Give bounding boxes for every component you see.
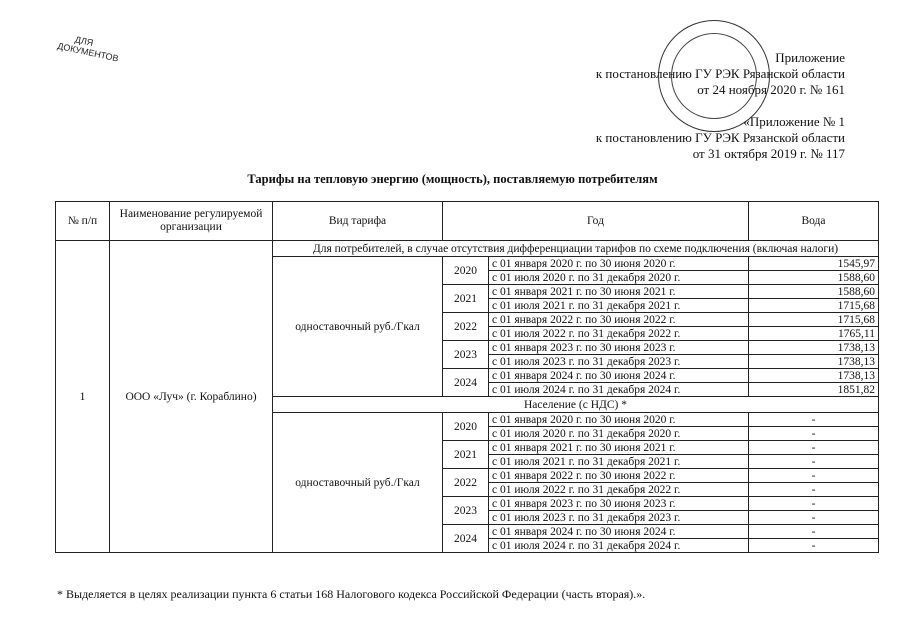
year-cell: 2021 (443, 441, 489, 469)
tariff-type-label: одноставочный руб./Гкал (295, 476, 420, 489)
water-value-cell: 1738,13 (749, 341, 879, 355)
water-value-cell: - (749, 441, 879, 455)
year-cell: 2023 (443, 497, 489, 525)
org-name: ООО «Луч» (г. Кораблино) (110, 241, 273, 553)
col-header-tariff-type: Вид тарифа (273, 202, 443, 241)
table-header-row (56, 202, 879, 241)
period-cell: с 01 июля 2023 г. по 31 декабря 2023 г. (489, 511, 749, 525)
water-value-cell: - (749, 539, 879, 553)
water-value-cell: - (749, 497, 879, 511)
tariff-type-label: одноставочный руб./Гкал (295, 320, 420, 333)
period-cell: с 01 июля 2020 г. по 31 декабря 2020 г. (489, 271, 749, 285)
water-value-cell: - (749, 469, 879, 483)
document-title: Тарифы на тепловую энергию (мощность), поставляемую потребителям (247, 172, 658, 186)
water-value-cell: - (749, 427, 879, 441)
appendix-resolution-date: от 24 ноября 2020 г. № 161 (697, 82, 845, 97)
year-cell: 2022 (443, 313, 489, 341)
period-cell: с 01 января 2024 г. по 30 июня 2024 г. (489, 369, 749, 383)
section-title: Население (с НДС) * (273, 397, 879, 413)
tariff-table (55, 201, 879, 553)
prev-appendix-header (596, 114, 845, 162)
section-title: Для потребителей, в случае отсутствия дифференциации тарифов по схеме подключения (включая налоги) (273, 241, 879, 257)
prev-appendix-resolution: к постановлению ГУ РЭК Рязанской области (595, 130, 845, 145)
prev-appendix-label: «Приложение № 1 (743, 114, 845, 129)
water-value-cell: - (749, 455, 879, 469)
water-value-cell: 1715,68 (749, 299, 879, 313)
col-header-org: Наименование регулируемой организации (110, 202, 273, 241)
period-cell: с 01 января 2020 г. по 30 июня 2020 г. (489, 413, 749, 427)
col-header-num: № п/п (56, 202, 110, 241)
appendix-header (596, 50, 845, 98)
period-cell: с 01 января 2023 г. по 30 июня 2023 г. (489, 341, 749, 355)
footnote: * Выделяется в целях реализации пункта 6 статьи 168 Налогового кодекса Российской Федерации (часть вторая).». (57, 587, 646, 601)
period-cell: с 01 января 2021 г. по 30 июня 2021 г. (489, 285, 749, 299)
period-cell: с 01 января 2024 г. по 30 июня 2024 г. (489, 525, 749, 539)
water-value-cell: - (749, 511, 879, 525)
period-cell: с 01 января 2022 г. по 30 июня 2022 г. (489, 313, 749, 327)
period-cell: с 01 июля 2024 г. по 31 декабря 2024 г. (489, 383, 749, 397)
appendix-label: Приложение (775, 50, 845, 65)
water-value-cell: 1588,60 (749, 285, 879, 299)
year-cell: 2020 (443, 257, 489, 285)
water-value-cell: 1765,11 (749, 327, 879, 341)
water-value-cell: 1851,82 (749, 383, 879, 397)
water-value-cell: - (749, 413, 879, 427)
period-cell: с 01 января 2021 г. по 30 июня 2021 г. (489, 441, 749, 455)
year-cell: 2022 (443, 469, 489, 497)
tariff-type (273, 257, 443, 397)
table-body (56, 241, 879, 553)
period-cell: с 01 января 2020 г. по 30 июня 2020 г. (489, 257, 749, 271)
seal-label: ДЛЯ ДОКУМЕНТОВ (56, 34, 120, 64)
water-value-cell: - (749, 483, 879, 497)
water-value-cell: 1738,13 (749, 355, 879, 369)
water-value-cell: 1738,13 (749, 369, 879, 383)
year-cell: 2020 (443, 413, 489, 441)
period-cell: с 01 июля 2022 г. по 31 декабря 2022 г. (489, 483, 749, 497)
period-cell: с 01 июля 2022 г. по 31 декабря 2022 г. (489, 327, 749, 341)
period-cell: с 01 июля 2021 г. по 31 декабря 2021 г. (489, 299, 749, 313)
period-cell: с 01 июля 2023 г. по 31 декабря 2023 г. (489, 355, 749, 369)
water-value-cell: 1545,97 (749, 257, 879, 271)
period-cell: с 01 июля 2024 г. по 31 декабря 2024 г. (489, 539, 749, 553)
year-cell: 2024 (443, 369, 489, 397)
water-value-cell: 1715,68 (749, 313, 879, 327)
period-cell: с 01 января 2023 г. по 30 июня 2023 г. (489, 497, 749, 511)
year-cell: 2023 (443, 341, 489, 369)
year-cell: 2024 (443, 525, 489, 553)
col-header-year: Год (443, 202, 749, 241)
period-cell: с 01 июля 2020 г. по 31 декабря 2020 г. (489, 427, 749, 441)
water-value-cell: - (749, 525, 879, 539)
water-value-cell: 1588,60 (749, 271, 879, 285)
prev-appendix-resolution-date: от 31 октября 2019 г. № 117 (692, 146, 845, 161)
appendix-resolution: к постановлению ГУ РЭК Рязанской области (595, 66, 845, 81)
col-header-water: Вода (749, 202, 879, 241)
row-number: 1 (56, 241, 110, 553)
tariff-type (273, 413, 443, 553)
year-cell: 2021 (443, 285, 489, 313)
section-row (56, 241, 879, 257)
period-cell: с 01 января 2022 г. по 30 июня 2022 г. (489, 469, 749, 483)
period-cell: с 01 июля 2021 г. по 31 декабря 2021 г. (489, 455, 749, 469)
